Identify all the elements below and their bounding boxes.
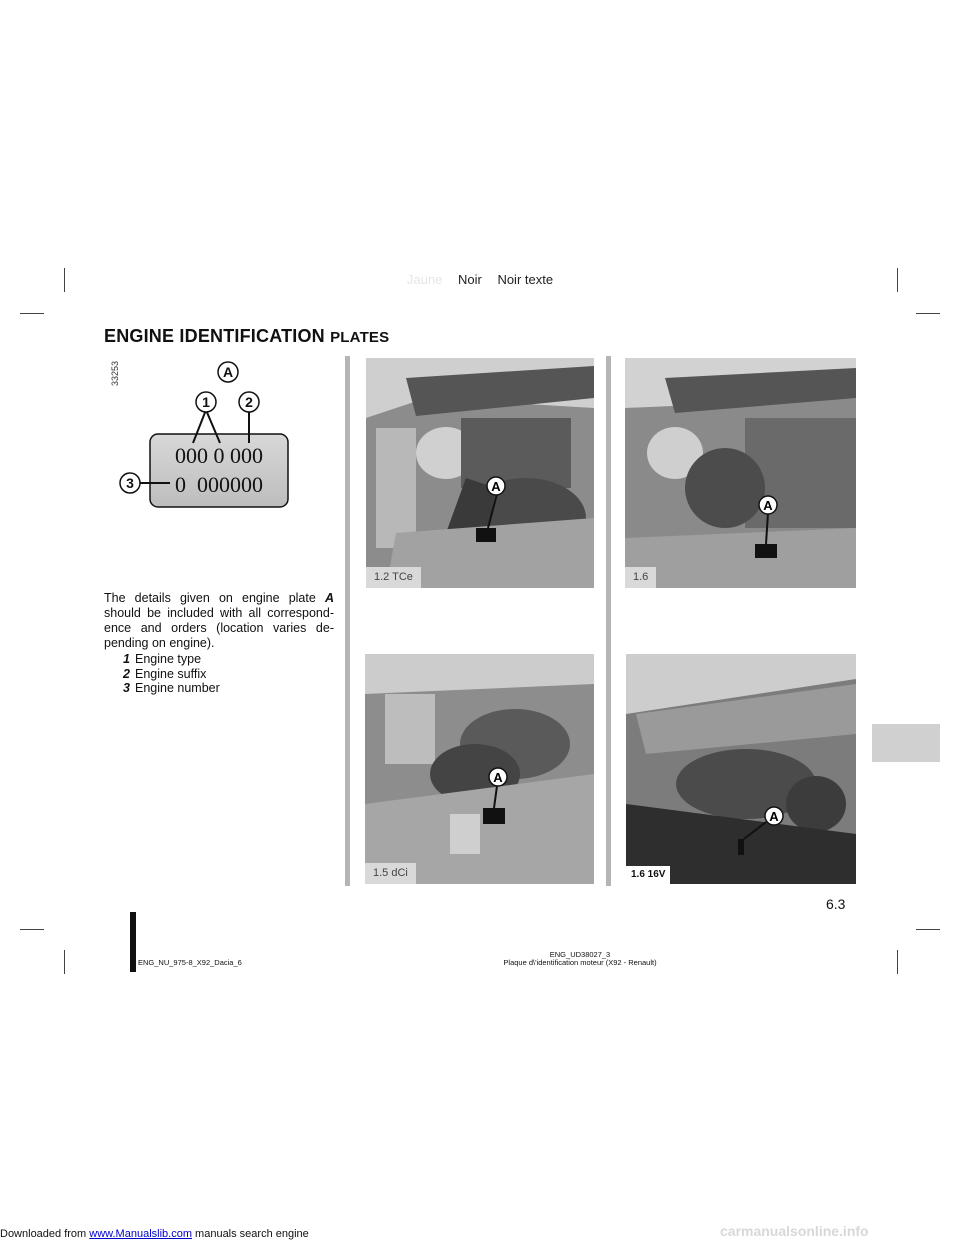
color-noir: Noir xyxy=(457,272,482,287)
engine-bay-image xyxy=(366,358,594,588)
engine-label: 1.2 TCe xyxy=(366,567,421,588)
engine-plate-diagram xyxy=(118,358,318,518)
body-text-before: The details given on engine plate xyxy=(104,591,316,605)
engine-label: 1.5 dCi xyxy=(365,863,416,884)
footer-right-line2: Plaque d\'identification moteur (X92 - Renault) xyxy=(503,958,657,967)
callout-a-icon xyxy=(218,362,238,382)
legend-list xyxy=(104,652,220,696)
column-divider xyxy=(345,356,350,886)
watermark: carmanualsonline.info xyxy=(720,1223,869,1239)
list-item xyxy=(104,652,220,667)
footer-right xyxy=(440,951,720,967)
callout-3-label: 3 xyxy=(126,475,134,491)
plate-line-2: 0 000000 xyxy=(175,472,263,497)
photo-callout: A xyxy=(491,479,501,494)
engine-label: 1.6 16V xyxy=(626,866,670,884)
crop-mark xyxy=(916,929,940,930)
column-divider xyxy=(606,356,611,886)
list-item xyxy=(104,667,220,682)
color-noir-texte: Noir texte xyxy=(497,272,554,287)
engine-photo-1-2-tce xyxy=(366,358,594,588)
footer-left: ENG_NU_975-8_X92_Dacia_6 xyxy=(138,958,242,967)
callout-2-label: 2 xyxy=(245,394,253,410)
callout-2-icon xyxy=(239,392,259,412)
engine-bay-image xyxy=(626,654,856,884)
plate-reference: A xyxy=(324,591,334,605)
crop-mark xyxy=(897,950,898,974)
body-paragraph xyxy=(104,591,334,651)
margin-bar xyxy=(130,912,136,972)
photo-callout: A xyxy=(763,498,773,513)
engine-photo-1-5-dci xyxy=(365,654,594,884)
engine-photo-1-6-16v xyxy=(626,654,856,884)
title-main: ENGINE IDENTIFICATION xyxy=(104,326,325,346)
download-suffix: manuals search engine xyxy=(195,1228,309,1240)
item-label: Engine number xyxy=(135,681,220,696)
section-tab xyxy=(872,724,940,762)
color-jaune: Jaune xyxy=(406,272,443,287)
download-prefix: Downloaded from xyxy=(0,1228,87,1240)
page-number: 6.3 xyxy=(826,896,846,912)
callout-a-label: A xyxy=(222,364,234,380)
item-label: Engine suffix xyxy=(135,666,207,681)
engine-bay-image xyxy=(365,654,594,884)
item-label: Engine type xyxy=(135,652,202,666)
engine-bay-image xyxy=(625,358,856,588)
print-color-legend xyxy=(0,272,960,287)
manualslib-link[interactable]: www.Manualslib.com xyxy=(89,1228,192,1240)
page-title xyxy=(104,326,389,347)
list-item xyxy=(104,681,220,696)
download-bar xyxy=(0,1228,309,1240)
photo-callout: A xyxy=(493,770,503,785)
callout-3-icon xyxy=(120,473,140,493)
crop-mark xyxy=(20,929,44,930)
crop-mark xyxy=(64,950,65,974)
plate-line-1: 000 0 000 xyxy=(175,443,263,468)
diagram-code: 33253 xyxy=(110,360,120,386)
item-number: 1 xyxy=(123,652,130,666)
engine-photo-1-6 xyxy=(625,358,856,588)
crop-mark xyxy=(916,313,940,314)
callout-1-label: 1 xyxy=(202,394,210,410)
engine-label: 1.6 xyxy=(625,567,656,588)
body-text-after: should be included with all correspond-ence and orders (location varies de-pending on engine). xyxy=(104,606,334,650)
photo-callout: A xyxy=(769,809,779,824)
callout-1-icon xyxy=(196,392,216,412)
crop-mark xyxy=(20,313,44,314)
item-number: 2 xyxy=(123,666,130,681)
item-number: 3 xyxy=(123,681,130,696)
footer-right-line1: ENG_UD38027_3 xyxy=(549,950,611,959)
title-sub: PLATES xyxy=(330,329,390,346)
